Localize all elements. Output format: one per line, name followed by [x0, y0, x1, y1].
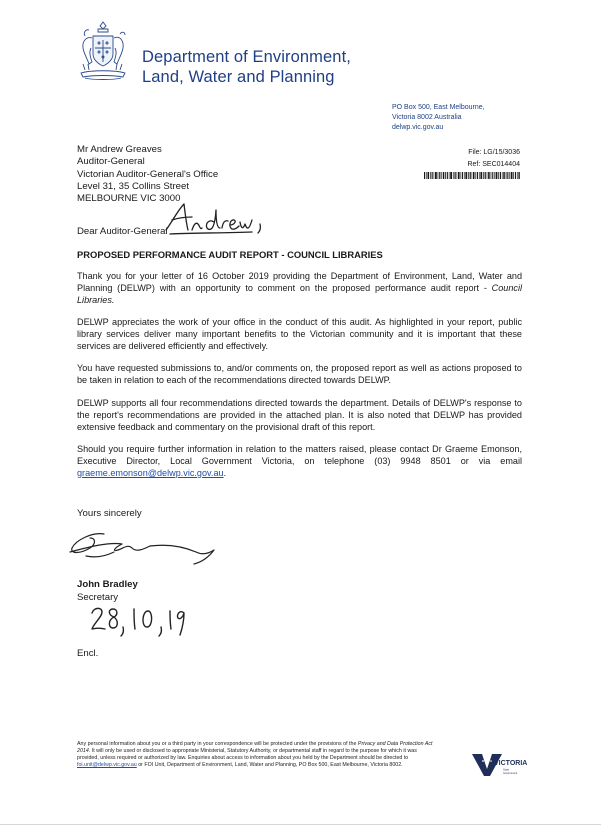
privacy-act-title: Privacy and Data Protection Act 2014 [77, 741, 433, 755]
barcode [424, 172, 520, 179]
report-title: Council Libraries. [77, 282, 522, 305]
privacy-footer-part-1: Any personal information about you or a third party in your correspondence will be protected under the provisions of the [77, 741, 358, 747]
salutation: Dear Auditor-General [77, 226, 168, 237]
recipient-name: Mr Andrew Greaves [77, 144, 162, 155]
signer-title: Secretary [77, 592, 119, 603]
file-references [467, 147, 520, 171]
recipient-street: Level 31, 35 Collins Street [77, 180, 189, 192]
signature [62, 522, 222, 574]
foi-email-link[interactable]: foi.unit@delwp.vic.gov.au [77, 762, 137, 769]
recipient-city: MELBOURNE VIC 3000 [77, 193, 181, 205]
body-paragraph-5 [77, 444, 522, 480]
handwritten-name-andrew [162, 200, 274, 238]
body-paragraph-5-text: Should you require further information in relation to the matters raised, please contact Dr Graeme Emonson, Executive Director, Local Government Victoria, on telephone (03) 9948 8501 or via email [77, 443, 522, 466]
body-paragraph-4: DELWP supports all four recommendations directed towards the department. Details of DELWP's response to the report's recommendations are provided in the attached plan. It is also noted that DELWP has provided extensive feedback and commentary on the provisional draft of this report. [77, 397, 522, 432]
reference-number: Ref: SEC014404 [467, 161, 520, 168]
address-website: delwp.vic.gov.au [392, 124, 444, 131]
privacy-footer [77, 741, 437, 769]
coat-of-arms-icon [76, 18, 130, 84]
signer-name: John Bradley [77, 579, 138, 590]
page-bottom-rule [0, 824, 601, 825]
address-line-2: Victoria 8002 Australia [392, 114, 462, 121]
department-name [142, 47, 351, 87]
enclosure-note: Encl. [77, 648, 99, 659]
file-number: File: LG/15/3036 [468, 149, 520, 156]
letter-body [77, 271, 522, 490]
recipient-office: Victorian Auditor-General's Office [77, 168, 219, 180]
body-paragraph-1 [77, 271, 522, 307]
recipient-address [77, 144, 218, 205]
sender-address [392, 103, 485, 133]
body-paragraph-1-text: Thank you for your letter of 16 October 2019 providing the Department of Environment, Land, Water and Planning (DELWP) with an opportunity to comment on the proposed performance audit report - [77, 271, 522, 293]
closing: Yours sincerely [77, 508, 142, 519]
recipient-title: Auditor-General [77, 156, 145, 168]
body-paragraph-5-end: . [223, 467, 227, 478]
victoria-state-government-logo [470, 752, 530, 778]
department-line-2: Land, Water and Planning [142, 68, 335, 86]
handwritten-date [90, 603, 186, 637]
privacy-footer-part-3: or FOI Unit, Department of Environment, Land, Water and Planning, PO Box 500, East Melbourne, Victoria 8002. [136, 762, 403, 769]
contact-email-link[interactable]: graeme.emonson@delwp.vic.gov.au [77, 467, 224, 478]
letter-subject: PROPOSED PERFORMANCE AUDIT REPORT - COUNCIL LIBRARIES [77, 249, 383, 260]
privacy-footer-part-2: . It will only be used or disclosed to appropriate Ministerial, Statutory Authority, or departmental staff in regard to the purpose for which it was provided, unless required or authorized by law. Enquiries about access to information about you held by the Department should be directed to [77, 748, 417, 762]
body-paragraph-2: DELWP appreciates the work of your office in the conduct of this audit. As highlighted in your report, public library services deliver many important benefits to the Victorian community and it is important that these services are delivered efficiently and effectively. [77, 317, 522, 352]
body-paragraph-3: You have requested submissions to, and/or comments on, the proposed report as well as actions proposed to be taken in relation to each of the recommendations directed towards DELWP. [77, 363, 522, 386]
department-line-1: Department of Environment, [142, 48, 351, 66]
vic-logo-sub-2: Government [503, 771, 518, 775]
address-line-1: PO Box 500, East Melbourne, [392, 104, 485, 111]
vic-logo-word: VICTORIA [494, 760, 528, 767]
vic-logo-sub-1: State [503, 768, 510, 772]
